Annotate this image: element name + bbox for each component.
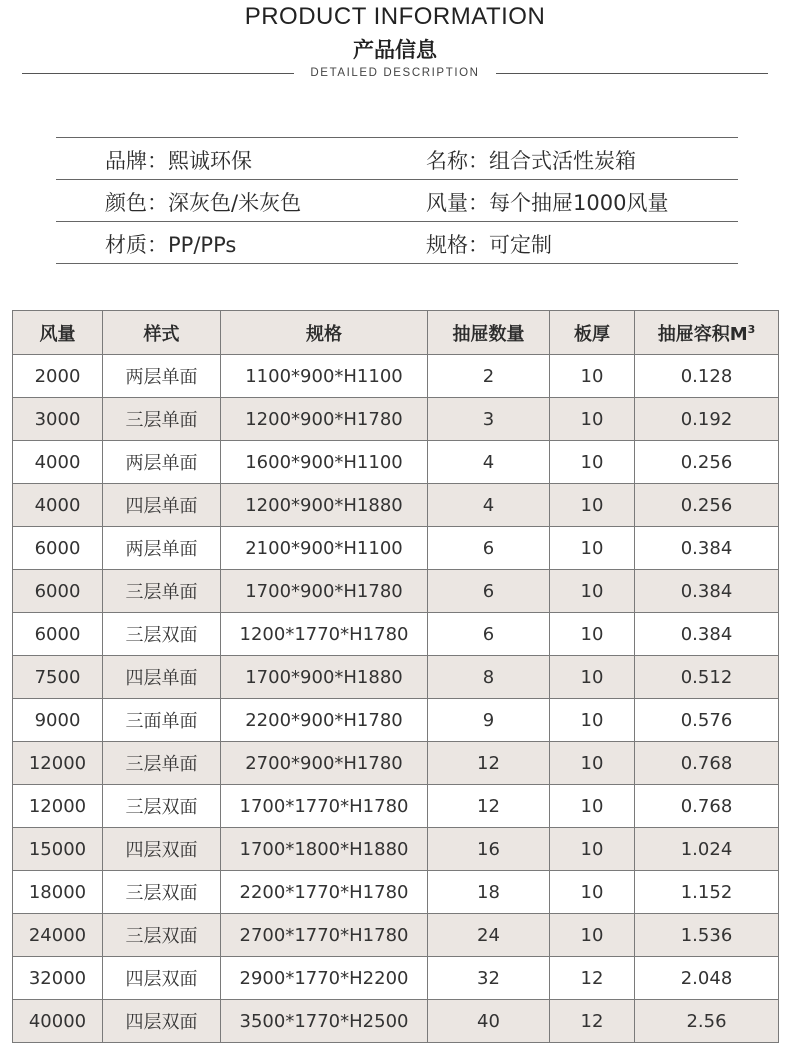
cell-drawer-volume: 0.256: [635, 484, 779, 527]
cell-drawer-count: 2: [428, 355, 550, 398]
cell-thickness: 10: [550, 785, 635, 828]
header-drawer-volume: [635, 311, 779, 355]
cell-thickness: 10: [550, 398, 635, 441]
table-row: [13, 742, 779, 785]
cell-airflow: 2000: [13, 355, 103, 398]
cell-drawer-count: 6: [428, 570, 550, 613]
cell-airflow: 12000: [13, 742, 103, 785]
cell-thickness: 10: [550, 871, 635, 914]
cell-drawer-count: 9: [428, 699, 550, 742]
cell-airflow: 12000: [13, 785, 103, 828]
cell-style: 两层单面: [103, 527, 221, 570]
info-spec: 规格：可定制: [426, 233, 552, 257]
info-material: 材质：PP/PPs: [105, 233, 237, 257]
cell-thickness: 12: [550, 1000, 635, 1043]
table-row: [13, 355, 779, 398]
header-drawer-count: 抽屉数量: [428, 311, 550, 355]
header-style: 样式: [103, 311, 221, 355]
cell-spec: 2200*1770*H1780: [221, 871, 428, 914]
cell-drawer-count: 6: [428, 613, 550, 656]
table-row: [13, 570, 779, 613]
cell-drawer-volume: 2.048: [635, 957, 779, 1000]
header-volume-superscript: 3: [747, 322, 756, 336]
table-row: [13, 1000, 779, 1043]
table-row: [13, 957, 779, 1000]
cell-style: 三层双面: [103, 914, 221, 957]
table-row: [13, 656, 779, 699]
cell-thickness: 10: [550, 699, 635, 742]
cell-drawer-volume: 0.384: [635, 527, 779, 570]
cell-drawer-count: 4: [428, 484, 550, 527]
cell-drawer-count: 18: [428, 871, 550, 914]
cell-thickness: 10: [550, 613, 635, 656]
product-info-block: [56, 137, 738, 264]
cell-drawer-count: 8: [428, 656, 550, 699]
cell-drawer-volume: 0.192: [635, 398, 779, 441]
table-body: [13, 355, 779, 1043]
cell-drawer-volume: 0.768: [635, 742, 779, 785]
cell-spec: 1700*900*H1880: [221, 656, 428, 699]
cell-airflow: 6000: [13, 570, 103, 613]
cell-spec: 1200*1770*H1780: [221, 613, 428, 656]
cell-airflow: 24000: [13, 914, 103, 957]
table-row: [13, 871, 779, 914]
cell-spec: 1700*1800*H1880: [221, 828, 428, 871]
cell-drawer-volume: 0.768: [635, 785, 779, 828]
info-name: 名称：组合式活性炭箱: [426, 149, 636, 173]
table-row: [13, 441, 779, 484]
cell-drawer-volume: 0.576: [635, 699, 779, 742]
cell-style: 四层双面: [103, 828, 221, 871]
cell-drawer-count: 4: [428, 441, 550, 484]
cell-airflow: 4000: [13, 484, 103, 527]
cell-drawer-volume: 0.384: [635, 570, 779, 613]
cell-style: 两层单面: [103, 355, 221, 398]
cell-spec: 2900*1770*H2200: [221, 957, 428, 1000]
cell-style: 四层双面: [103, 1000, 221, 1043]
info-airflow: 风量：每个抽屉1000风量: [426, 191, 669, 215]
cell-style: 四层单面: [103, 484, 221, 527]
divider-right: [496, 73, 768, 74]
cell-spec: 1200*900*H1880: [221, 484, 428, 527]
info-brand: 品牌：熙诚环保: [105, 149, 252, 173]
info-row: [56, 221, 738, 264]
title-english: PRODUCT INFORMATION: [244, 3, 546, 30]
table-header-row: [13, 311, 779, 355]
cell-style: 四层双面: [103, 957, 221, 1000]
cell-spec: 2700*900*H1780: [221, 742, 428, 785]
cell-drawer-count: 12: [428, 785, 550, 828]
cell-airflow: 6000: [13, 613, 103, 656]
cell-style: 三层双面: [103, 785, 221, 828]
header-spec: 规格: [221, 311, 428, 355]
cell-drawer-volume: 1.152: [635, 871, 779, 914]
cell-thickness: 10: [550, 527, 635, 570]
info-row: [56, 179, 738, 221]
spec-table: [12, 310, 779, 1043]
table-row: [13, 828, 779, 871]
cell-drawer-volume: 0.384: [635, 613, 779, 656]
cell-airflow: 9000: [13, 699, 103, 742]
cell-thickness: 10: [550, 828, 635, 871]
cell-thickness: 10: [550, 484, 635, 527]
cell-drawer-count: 3: [428, 398, 550, 441]
cell-airflow: 4000: [13, 441, 103, 484]
cell-thickness: 10: [550, 742, 635, 785]
cell-drawer-volume: 2.56: [635, 1000, 779, 1043]
table-row: [13, 785, 779, 828]
cell-airflow: 32000: [13, 957, 103, 1000]
cell-airflow: 40000: [13, 1000, 103, 1043]
cell-spec: 1700*1770*H1780: [221, 785, 428, 828]
header-thickness: 板厚: [550, 311, 635, 355]
cell-drawer-volume: 0.256: [635, 441, 779, 484]
cell-drawer-count: 12: [428, 742, 550, 785]
header-drawer-volume-label: 抽屉容积M: [657, 323, 748, 345]
header-airflow: 风量: [13, 311, 103, 355]
cell-thickness: 12: [550, 957, 635, 1000]
cell-drawer-volume: 0.128: [635, 355, 779, 398]
cell-spec: 2100*900*H1100: [221, 527, 428, 570]
table-row: [13, 613, 779, 656]
cell-style: 三层单面: [103, 398, 221, 441]
cell-airflow: 3000: [13, 398, 103, 441]
title-chinese: 产品信息: [353, 38, 437, 62]
cell-drawer-count: 24: [428, 914, 550, 957]
table-row: [13, 398, 779, 441]
cell-thickness: 10: [550, 570, 635, 613]
cell-style: 三层单面: [103, 570, 221, 613]
cell-spec: 1700*900*H1780: [221, 570, 428, 613]
cell-thickness: 10: [550, 656, 635, 699]
info-row: [56, 137, 738, 179]
cell-drawer-count: 16: [428, 828, 550, 871]
cell-spec: 1100*900*H1100: [221, 355, 428, 398]
subtitle: DETAILED DESCRIPTION: [310, 67, 480, 79]
cell-airflow: 18000: [13, 871, 103, 914]
cell-spec: 2200*900*H1780: [221, 699, 428, 742]
cell-thickness: 10: [550, 914, 635, 957]
cell-style: 三层双面: [103, 871, 221, 914]
cell-style: 三面单面: [103, 699, 221, 742]
cell-style: 三层单面: [103, 742, 221, 785]
cell-drawer-volume: 1.536: [635, 914, 779, 957]
cell-style: 三层双面: [103, 613, 221, 656]
table-row: [13, 699, 779, 742]
cell-airflow: 15000: [13, 828, 103, 871]
cell-spec: 1600*900*H1100: [221, 441, 428, 484]
table-row: [13, 527, 779, 570]
cell-airflow: 6000: [13, 527, 103, 570]
cell-drawer-volume: 1.024: [635, 828, 779, 871]
cell-style: 两层单面: [103, 441, 221, 484]
cell-drawer-volume: 0.512: [635, 656, 779, 699]
cell-thickness: 10: [550, 441, 635, 484]
cell-drawer-count: 32: [428, 957, 550, 1000]
cell-spec: 2700*1770*H1780: [221, 914, 428, 957]
info-color: 颜色：深灰色/米灰色: [105, 191, 302, 215]
cell-style: 四层单面: [103, 656, 221, 699]
divider-left: [22, 73, 294, 74]
cell-spec: 1200*900*H1780: [221, 398, 428, 441]
cell-airflow: 7500: [13, 656, 103, 699]
cell-drawer-count: 6: [428, 527, 550, 570]
cell-spec: 3500*1770*H2500: [221, 1000, 428, 1043]
table-row: [13, 914, 779, 957]
table-row: [13, 484, 779, 527]
cell-thickness: 10: [550, 355, 635, 398]
cell-drawer-count: 40: [428, 1000, 550, 1043]
